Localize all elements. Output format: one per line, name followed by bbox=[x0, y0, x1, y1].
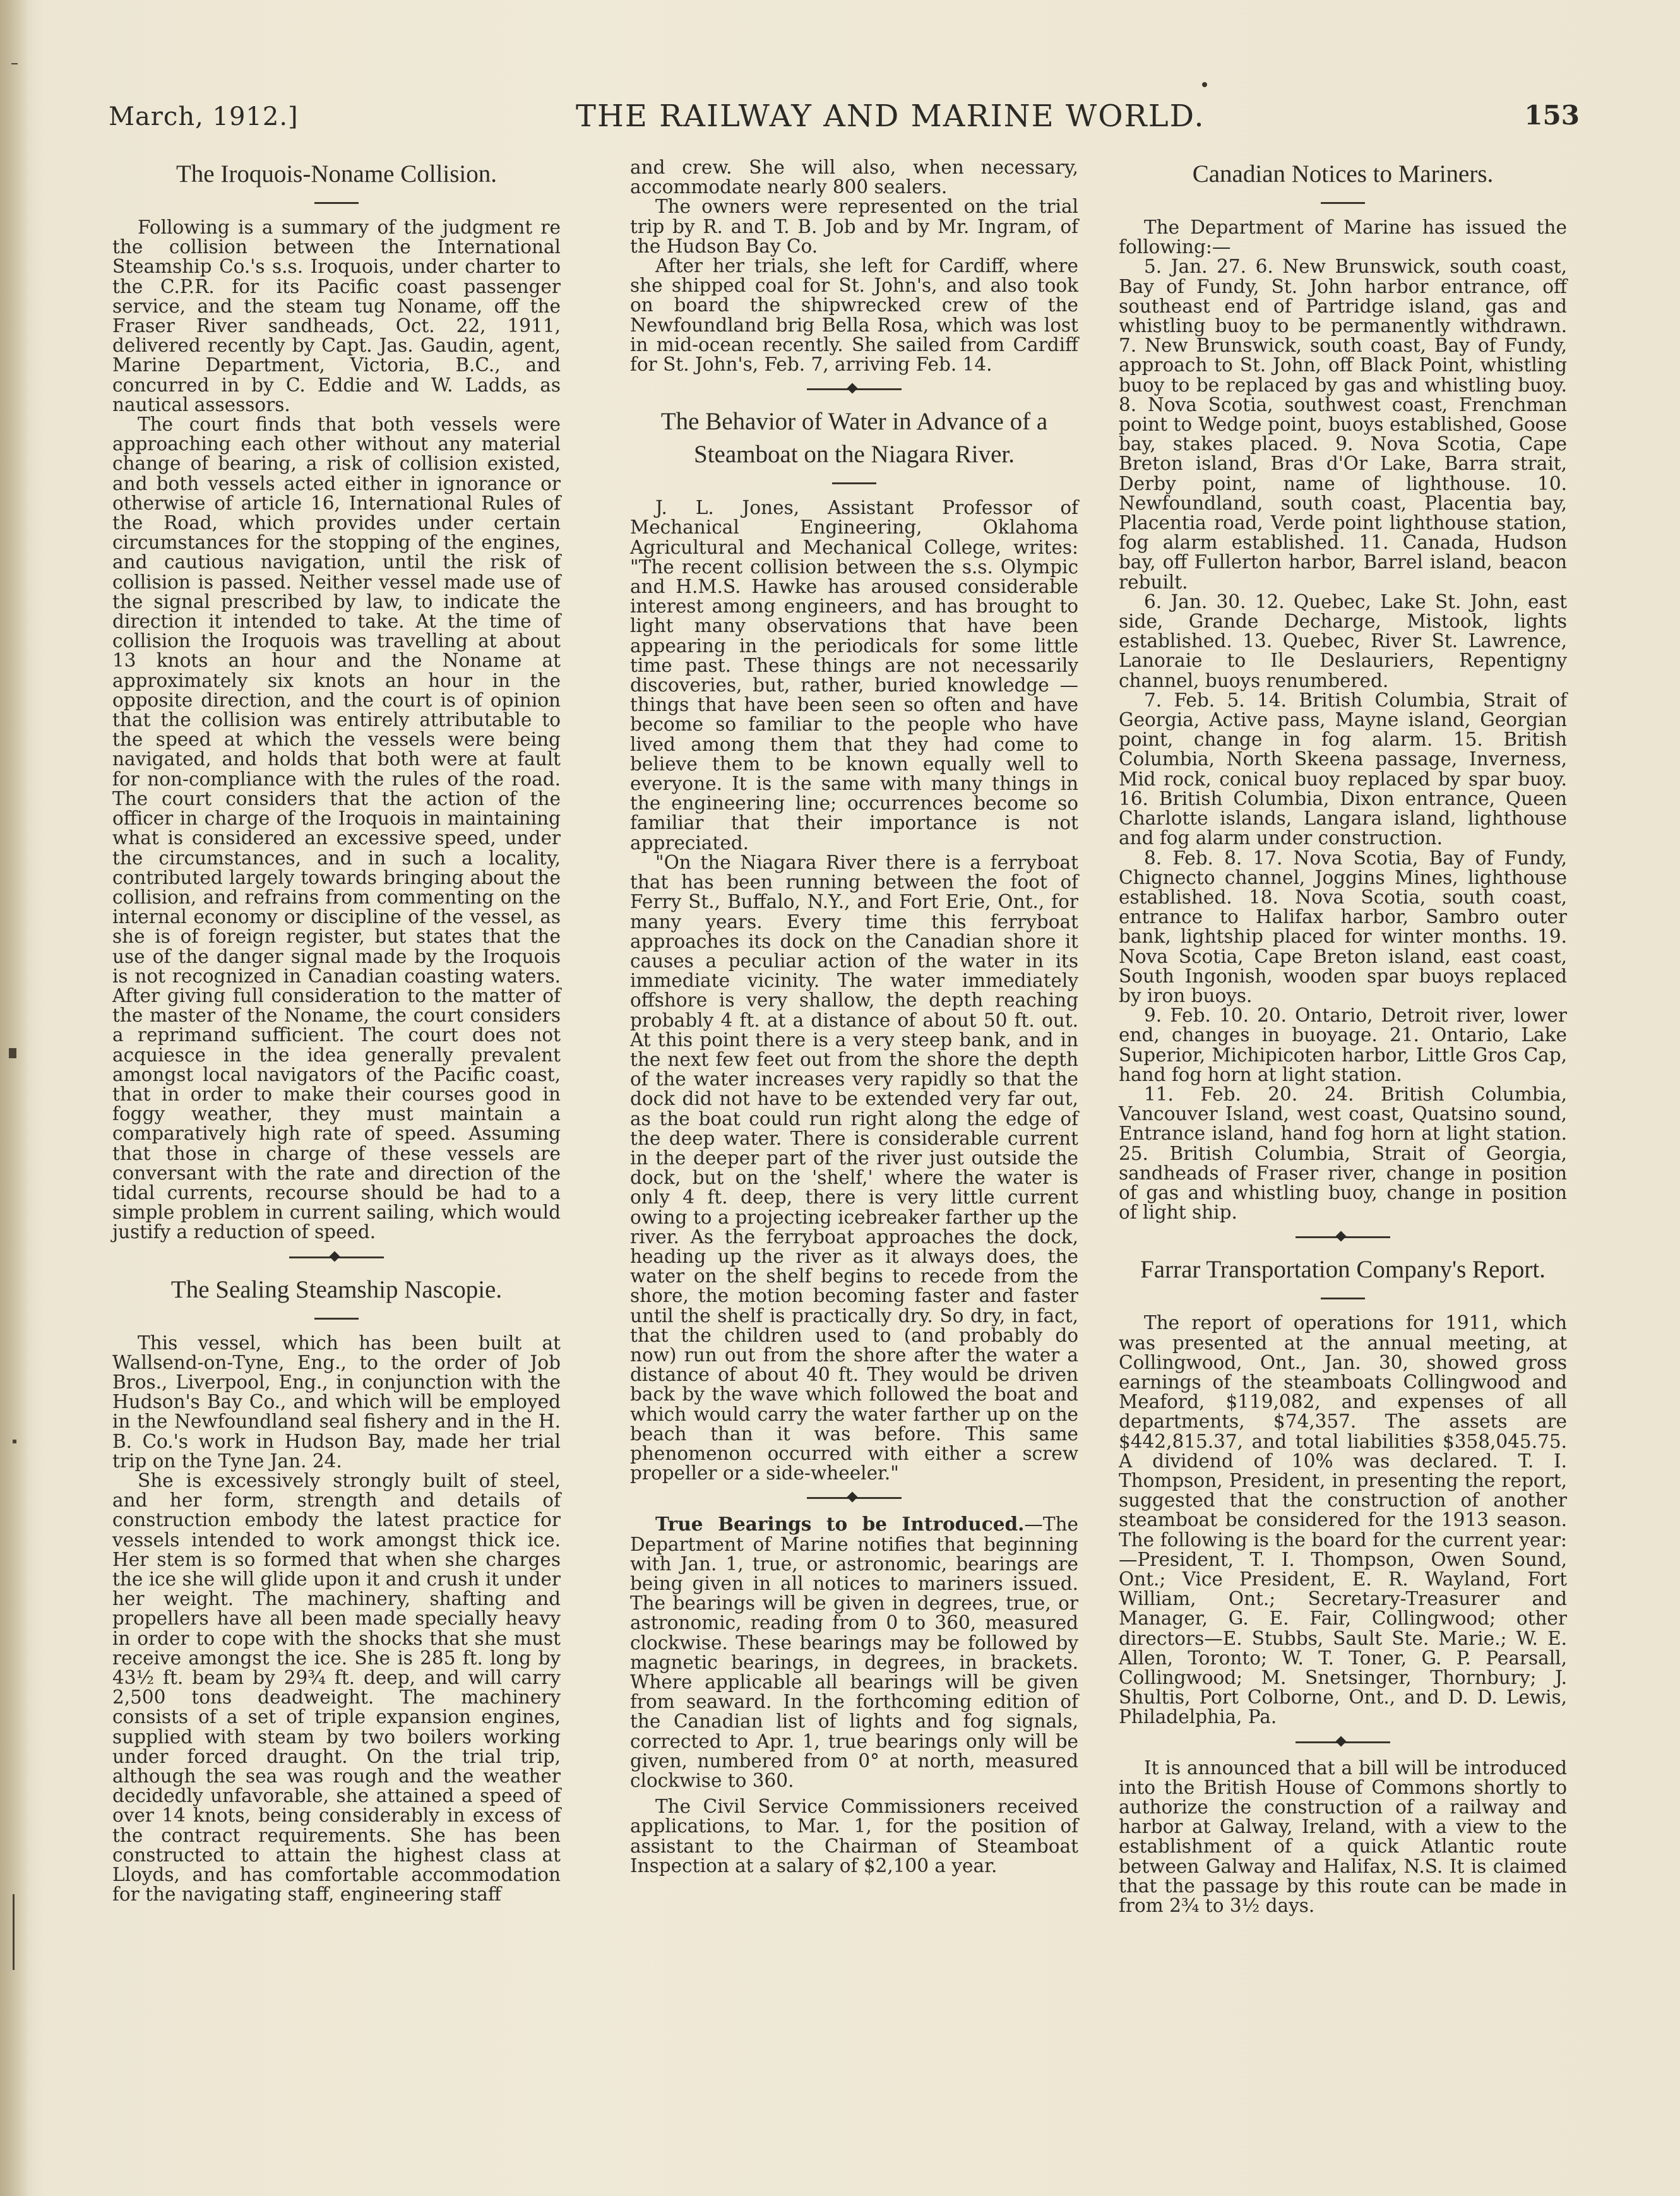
article-paragraph: 5. Jan. 27. 6. New Brunswick, south coast, Bay of Fundy, St. John harbor entrance, off southeast end of Partridge island, gas and whistling buoy to be permanently withdrawn. 7. New Brunswick, south coast, Bay of Fundy, approach to St. John, off Black Point, whistling buoy to be replaced by gas and whistling buoy. 8. Nova Scotia, southwest coast, Frenchman point to Wedge point, buoys established, Goose bay, stakes placed. 9. Nova Scotia, Cape Breton island, Bras d'Or Lake, Barra strait, Derby point, name of lighthouse. 10. Newfoundland, south coast, Placentia bay, Placentia road, Verde point lighthouse station, fog alarm established. 11. Canada, Hudson bay, off Fullerton harbor, Barrel island, beacon rebuilt. bbox=[1119, 256, 1567, 593]
title-rule bbox=[832, 482, 876, 484]
article-paragraph: Following is a summary of the judgment re the collision between the International Steamship Co.'s s.s. Iroquois, under charter to the C.P.R. for its Pacific coast passenger service, and the steam tug Noname, off the Fraser River sandheads, Oct. 22, 1911, delivered recently by Capt. Jas. Gaudin, agent, Marine Department, Victoria, B.C., and concurred in by C. Eddie and W. Ladds, as nautical assessors. bbox=[112, 217, 561, 415]
article-paragraph: 11. Feb. 20. 24. British Columbia, Vancouver Island, west coast, Quatsino sound, Entrance island, hand fog horn at light station. 25. British Columbia, Strait of Georgia, sandheads of Fraser river, change in position of gas and whistling buoy, change in position of light ship. bbox=[1119, 1083, 1567, 1224]
article-separator bbox=[289, 1256, 384, 1258]
run-in-text: —The Department of Marine notifies that beginning with Jan. 1, true, or astronomic, bearings are being given in all notices to mariners issued. The bearings will be given in degrees, true, or astronomic, reading from 0 to 360, measured clockwise. These bearings may be followed by magnetic bearings, in degrees, in brackets. Where applicable all bearings will be given from seaward. In the forthcoming edition of the Canadian list of lights and fog signals, corrected to Apr. 1, true bearings only will be given, numbered from 0° at north, measured clockwise to 360. bbox=[630, 1513, 1078, 1792]
article-paragraph: 8. Feb. 8. 17. Nova Scotia, Bay of Fundy, Chignecto channel, Joggins Mines, lighthouse established. 18. Nova Scotia, south coast, entrance to Halifax harbor, Sambro outer bank, lightship placed for winter months. 19. Nova Scotia, Cape Breton island, east coast, South Ingonish, wooden spar buoys replaced by iron buoys. bbox=[1119, 847, 1567, 1006]
article-paragraph: 7. Feb. 5. 14. British Columbia, Strait of Georgia, Active pass, Mayne island, Georgian point, change in fog alarm. 15. British Columbia, North Skeena passage, Inverness, Mid rock, conical buoy replaced by spar buoy. 16. British Columbia, Dixon entrance, Queen Charlotte islands, Langara island, lighthouse and fog alarm under construction. bbox=[1119, 689, 1567, 849]
title-rule bbox=[1321, 202, 1365, 204]
article-paragraph: "On the Niagara River there is a ferryboat that has been running between the foot of Ferry St., Buffalo, N.Y., and Fort Erie, Ont., for many years. Every time this ferryboat approaches its dock on the Canadian shore it causes a peculiar action of the water in its immediate vicinity. The water immediately offshore is very shallow, the depth reaching probably 4 ft. at a distance of about 50 ft. out. At this point there is a very steep bank, and in the next few feet out from the shore the depth of the water increases very rapidly so that the dock did not have to be extended very far out, as the boat could run right along the edge of the deep water. There is considerable current in the deeper part of the river just outside the dock, but on the 'shelf,' where the water is only 4 ft. deep, there is very little current owing to a projecting icebreaker farther up the river. As the ferryboat approaches the dock, heading up the river as it always does, the water on the shelf begins to recede from the shore, the motion becoming faster and faster until the shelf is practically dry. So dry, in fact, that the children used to (and probably do now) run out from the shore after the water a distance of about 40 ft. They would be driven back by the wave which followed the boat and which would carry the water farther up on the beach than it was before. This same phenomenon occurred with either a screw propeller or a side-wheeler." bbox=[630, 851, 1078, 1484]
article-title: The Behavior of Water in Advance of a Steamboat on the Niagara River. bbox=[660, 408, 1048, 468]
article-separator bbox=[1296, 1236, 1390, 1238]
margin-mark bbox=[9, 1048, 16, 1058]
column-1 bbox=[112, 158, 561, 1904]
ink-dot bbox=[1202, 82, 1207, 87]
title-rule bbox=[314, 1318, 359, 1320]
margin-mark bbox=[13, 1894, 15, 1970]
article-separator bbox=[807, 1497, 902, 1499]
page-number: 153 bbox=[1524, 100, 1580, 131]
article-paragraph bbox=[630, 1514, 1078, 1791]
issue-date: March, 1912.] bbox=[109, 102, 299, 131]
article-paragraph: 9. Feb. 10. 20. Ontario, Detroit river, lower end, changes in buoyage. 21. Ontario, Lake Superior, Michipicoten harbor, Little Gros Cap, hand fog horn at light station. bbox=[1119, 1005, 1567, 1085]
article-paragraph: The court finds that both vessels were approaching each other without any material change of bearing, a risk of collision existed, and both vessels acted either in ignorance or otherwise of article 16, International Rules of the Road, which provides under certain circumstances for the stopping of the engines, and cautious navigation, until the risk of collision is passed. Neither vessel made use of the signal prescribed by law, to indicate the direction it intended to take. At the time of collision the Iroquois was travelling at about 13 knots an hour and the Noname at approximately six knots an hour in the opposite direction, and the court is of opinion that the collision was entirely attributable to the speed at which the vessels were being navigated, and holds that both were at fault for non-compliance with the rules of the road. The court considers that the action of the officer in charge of the Iroquois in maintaining what is considered an excessive speed, under the circumstances, and in such a locality, contributed largely towards bringing about the collision, and refrains from commenting on the internal economy or discipline of the vessel, as she is of foreign register, but states that the use of the danger signal made by the Iroquois is not recognized in Canadian coasting waters. After giving full consideration to the matter of the master of the Noname, the court considers a reprimand sufficient. The court does not acquiesce in the idea generally prevalent amongst local navigators of the Pacific coast, that in order to make their courses good in foggy weather, they must maintain a comparatively high rate of speed. Assuming that those in charge of these vessels are conversant with the rate and direction of the tidal currents, recourse should be had to a simple problem in current sailing, which would justify a reduction of speed. bbox=[112, 414, 561, 1243]
article-paragraph: She is excessively strongly built of steel, and her form, strength and details of construction embody the latest practice for vessels intended to work amongst thick ice. Her stem is so formed that when she charges the ice she will glide upon it and crush it under her weight. The machinery, shafting and propellers have all been made specially heavy in order to cope with the shocks that she must receive amongst the ice. She is 285 ft. long by 43½ ft. beam by 29¾ ft. deep, and will carry 2,500 tons deadweight. The machinery consists of a set of triple expansion engines, supplied with steam by two boilers working under forced draught. On the trial trip, although the sea was rough and the weather decidedly unfavorable, she attained a speed of over 14 knots, being considerably in excess of the contract requirements. She has been constructed to attain the highest class at Lloyds, and has comfortable accommodation for the navigating staff, engineering staff bbox=[112, 1469, 561, 1906]
article-paragraph: J. L. Jones, Assistant Professor of Mechanical Engineering, Oklahoma Agricultural and Mechanical College, writes: "The recent collision between the s.s. Olympic and H.M.S. Hawke has aroused considerable interest among engineers, and has brought to light many observations that have been appearing in the periodicals for some little time past. These things are not necessarily discoveries, but, rather, buried knowledge —things that have been seen so often and have become so familiar to the people who have lived among them that they had come to believe them to be known equally well to everyone. It is the same with many things in the engineering line; occurrences become so familiar that their importance is not appreciated. bbox=[630, 497, 1078, 854]
article-title: Canadian Notices to Mariners. bbox=[1192, 160, 1494, 188]
page-header bbox=[109, 95, 1580, 139]
journal-title: THE RAILWAY AND MARINE WORLD. bbox=[576, 98, 1205, 134]
article-title: The Iroquois-Noname Collision. bbox=[176, 160, 497, 188]
article-paragraph: It is announced that a bill will be introduced into the British House of Commons shortly to authorize the construction of a railway and harbor at Galway, Ireland, with a view to the establishment of a quick Atlantic route between Galway and Halifax, N.S. It is claimed that the passage by this route can be made in from 2¾ to 3½ days. bbox=[1119, 1757, 1567, 1917]
article-paragraph: and crew. She will also, when necessary, accommodate nearly 800 sealers. bbox=[630, 157, 1078, 198]
article-separator bbox=[1296, 1741, 1390, 1743]
column-2 bbox=[630, 158, 1078, 1876]
article-paragraph: The Civil Service Commissioners received applications, to Mar. 1, for the position of assistant to the Chairman of Steamboat Inspection at a salary of $2,100 a year. bbox=[630, 1796, 1078, 1877]
article-paragraph: This vessel, which has been built at Wallsend-on-Tyne, Eng., to the order of Job Bros., Liverpool, Eng., in conjunction with the Hudson's Bay Co., and which will be employed in the Newfoundland seal fishery and in the H. B. Co.'s work in Hudson Bay, made her trial trip on the Tyne Jan. 24. bbox=[112, 1332, 561, 1472]
run-in-heading: True Bearings to be Introduced. bbox=[655, 1513, 1025, 1536]
article-paragraph: After her trials, she left for Cardiff, where she shipped coal for St. John's, and also took on board the shipwrecked crew of the Newfoundland brig Bella Rosa, which was lost in mid-ocean recently. She sailed from Cardiff for St. John's, Feb. 7, arriving Feb. 14. bbox=[630, 255, 1078, 376]
margin-mark bbox=[13, 1440, 16, 1443]
article-title: Farrar Transportation Company's Report. bbox=[1140, 1256, 1546, 1284]
article-paragraph: The Department of Marine has issued the following:— bbox=[1119, 217, 1567, 258]
article-paragraph: 6. Jan. 30. 12. Quebec, Lake St. John, east side, Grande Decharge, Mistook, lights established. 13. Quebec, River St. Lawrence, Lanoraie to Ile Deslauriers, Repentigny channel, buoys renumbered. bbox=[1119, 590, 1567, 691]
title-rule bbox=[1321, 1298, 1365, 1299]
article-paragraph: The owners were represented on the trial trip by R. and T. B. Job and by Mr. Ingram, of the Hudson Bay Co. bbox=[630, 196, 1078, 257]
margin-mark bbox=[11, 63, 18, 64]
article-title: The Sealing Steamship Nascopie. bbox=[170, 1275, 503, 1303]
title-rule bbox=[314, 202, 359, 204]
article-separator bbox=[807, 388, 902, 390]
binding-shadow bbox=[0, 0, 29, 2196]
column-3 bbox=[1119, 158, 1567, 1916]
article-paragraph: The report of operations for 1911, which was presented at the annual meeting, at Collingwood, Ont., Jan. 30, showed gross earnings of the steamboats Collingwood and Meaford, $119,082, and expenses of all departments, $74,357. The assets are $442,815.37, and total liabilities $358,045.75. A dividend of 10% was declared. T. I. Thompson, President, in presenting the report, suggested that the construction of another steamboat be considered for the 1913 season. The following is the board for the current year:—President, T. I. Thompson, Owen Sound, Ont.; Vice President, E. R. Wayland, Fort William, Ont.; Secretary-Treasurer and Manager, G. E. Fair, Collingwood; other directors—E. Stubbs, Sault Ste. Marie.; W. E. Allen, Toronto; W. T. Toner, G. P. Pearsall, Collingwood; M. Snetsinger, Thornbury; J. Shultis, Port Colborne, Ont., and D. D. Lewis, Philadelphia, Pa. bbox=[1119, 1312, 1567, 1728]
